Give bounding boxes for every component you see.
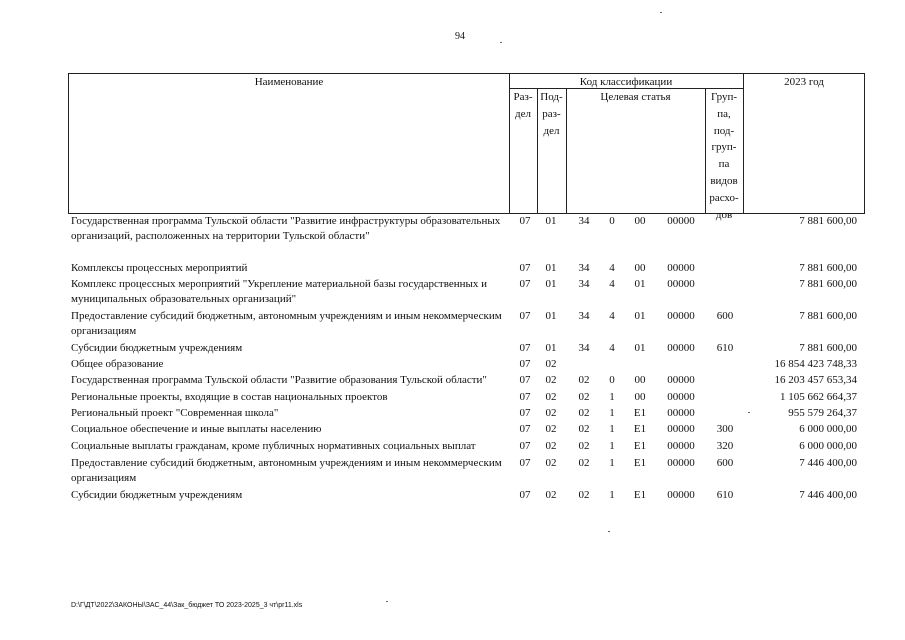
row-name: Социальное обеспечение и иные выплаты населению [71, 423, 322, 435]
row-name: Субсидии бюджетным учреждениям [71, 489, 243, 501]
row-name: Предоставление субсидий бюджетным, автономным учреждениям и иным некоммерческим организациям [71, 457, 502, 484]
cell-amount: 7 881 600,00 [799, 310, 857, 322]
cell-direction: 00000 [667, 262, 695, 274]
cell-subsection: 02 [545, 391, 557, 403]
cell-subsection: 01 [545, 342, 557, 354]
scan-speck [748, 412, 750, 413]
cell-subprogram: 4 [609, 342, 615, 354]
row-name: Субсидии бюджетным учреждениям [71, 342, 243, 354]
cell-expense-type: 320 [716, 440, 734, 452]
table-row [71, 341, 865, 356]
cell-direction: 00000 [667, 457, 695, 469]
cell-subprogram: 1 [609, 391, 615, 403]
table-row [71, 488, 865, 503]
scan-speck [660, 12, 662, 13]
header-year: 2023 год [784, 76, 824, 88]
cell-section: 07 [519, 358, 531, 370]
cell-expense-type: 300 [716, 423, 734, 435]
cell-subsection: 02 [545, 407, 557, 419]
row-name: Государственная программа Тульской области "Развитие образования Тульской области" [71, 374, 487, 386]
cell-amount: 7 446 400,00 [799, 457, 857, 469]
cell-event: E1 [633, 423, 647, 435]
cell-section: 07 [519, 262, 531, 274]
table-row [71, 277, 865, 307]
cell-event: 00 [634, 215, 646, 227]
cell-subprogram: 1 [609, 457, 615, 469]
cell-direction: 00000 [667, 489, 695, 501]
header-divider [743, 74, 744, 213]
cell-event: 01 [634, 342, 646, 354]
row-name: Предоставление субсидий бюджетным, автономным учреждениям и иным некоммерческим организациям [71, 310, 502, 337]
cell-expense-type: 600 [716, 310, 734, 322]
cell-subprogram: 4 [609, 278, 615, 290]
cell-direction: 00000 [667, 391, 695, 403]
cell-event: E1 [633, 457, 647, 469]
table-row [71, 406, 865, 421]
cell-subsection: 01 [545, 215, 557, 227]
table-body [71, 214, 865, 503]
table-row [71, 373, 865, 388]
cell-section: 07 [519, 489, 531, 501]
cell-program: 02 [578, 391, 590, 403]
cell-subsection: 02 [545, 374, 557, 386]
cell-direction: 00000 [667, 310, 695, 322]
cell-subprogram: 1 [609, 423, 615, 435]
header-subsection: Под- раз- дел [540, 91, 563, 137]
cell-amount: 6 000 000,00 [799, 440, 857, 452]
cell-section: 07 [519, 391, 531, 403]
cell-amount: 955 579 264,37 [788, 407, 857, 419]
cell-event: 00 [634, 262, 646, 274]
table-row [71, 456, 865, 486]
cell-amount: 1 105 662 664,37 [780, 391, 857, 403]
cell-program: 02 [578, 423, 590, 435]
cell-event: 00 [634, 391, 646, 403]
scan-speck [608, 531, 610, 532]
header-target-article: Целевая статья [600, 91, 671, 103]
cell-event: 00 [634, 374, 646, 386]
cell-subprogram: 4 [609, 262, 615, 274]
cell-expense-type: 610 [716, 489, 734, 501]
cell-subsection: 02 [545, 457, 557, 469]
header-divider [566, 89, 567, 213]
row-name: Общее образование [71, 358, 164, 370]
cell-section: 07 [519, 278, 531, 290]
cell-amount: 7 446 400,00 [799, 489, 857, 501]
row-name: Региональные проекты, входящие в состав национальных проектов [71, 391, 388, 403]
table-row [71, 261, 865, 276]
cell-subsection: 01 [545, 262, 557, 274]
table-row [71, 309, 865, 339]
scan-speck [500, 42, 502, 43]
header-group: Груп- па, под- груп- па видов расхо- дов [709, 91, 739, 221]
table-row [71, 390, 865, 405]
cell-amount: 7 881 600,00 [799, 278, 857, 290]
cell-subsection: 02 [545, 358, 557, 370]
cell-expense-type: 600 [716, 457, 734, 469]
cell-direction: 00000 [667, 423, 695, 435]
cell-amount: 7 881 600,00 [799, 215, 857, 227]
cell-event: 01 [634, 278, 646, 290]
cell-program: 34 [578, 342, 590, 354]
file-path-footer: D:\Г\ДТ\2022\ЗАКОНЫ\ЗАС_44\Зак_бюджет ТО 2023-2025_3 чт\pr11.xls [71, 602, 303, 609]
header-name: Наименование [254, 76, 324, 88]
page-number: 94 [455, 31, 465, 42]
scan-speck [386, 601, 388, 602]
cell-section: 07 [519, 374, 531, 386]
cell-subprogram: 1 [609, 440, 615, 452]
cell-subsection: 02 [545, 489, 557, 501]
cell-amount: 7 881 600,00 [799, 342, 857, 354]
cell-event: 01 [634, 310, 646, 322]
cell-subprogram: 0 [609, 374, 615, 386]
header-classification: Код классификации [579, 76, 673, 88]
cell-direction: 00000 [667, 278, 695, 290]
cell-direction: 00000 [667, 440, 695, 452]
cell-section: 07 [519, 440, 531, 452]
table-row [71, 357, 865, 372]
cell-program: 34 [578, 310, 590, 322]
cell-subsection: 02 [545, 440, 557, 452]
cell-subprogram: 4 [609, 310, 615, 322]
row-name: Комплекс процессных мероприятий "Укрепление материальной базы государственных и муниципальных образовательных организаций" [71, 278, 488, 305]
cell-amount: 16 854 423 748,33 [774, 358, 857, 370]
cell-event: E1 [633, 489, 647, 501]
cell-expense-type: 610 [716, 342, 734, 354]
cell-subprogram: 0 [609, 215, 615, 227]
cell-subprogram: 1 [609, 489, 615, 501]
header-section: Раз- дел [513, 91, 533, 120]
cell-section: 07 [519, 407, 531, 419]
table-row [71, 422, 865, 437]
cell-program: 34 [578, 262, 590, 274]
cell-section: 07 [519, 423, 531, 435]
cell-event: E1 [633, 407, 647, 419]
cell-section: 07 [519, 310, 531, 322]
cell-event: E1 [633, 440, 647, 452]
row-name: Комплексы процессных мероприятий [71, 262, 248, 274]
cell-program: 02 [578, 440, 590, 452]
cell-subsection: 02 [545, 423, 557, 435]
cell-program: 34 [578, 215, 590, 227]
cell-subsection: 01 [545, 310, 557, 322]
row-name: Социальные выплаты гражданам, кроме публичных нормативных социальных выплат [71, 440, 476, 452]
cell-amount: 6 000 000,00 [799, 423, 857, 435]
cell-direction: 00000 [667, 215, 695, 227]
cell-subsection: 01 [545, 278, 557, 290]
cell-program: 02 [578, 374, 590, 386]
row-name: Региональный проект "Современная школа" [71, 407, 279, 419]
cell-subprogram: 1 [609, 407, 615, 419]
table-row [71, 214, 865, 244]
cell-section: 07 [519, 342, 531, 354]
table-row [71, 439, 865, 454]
cell-program: 02 [578, 489, 590, 501]
cell-program: 02 [578, 457, 590, 469]
cell-direction: 00000 [667, 374, 695, 386]
row-name: Государственная программа Тульской области "Развитие инфраструктуры образовательных организаций, расположенных на территории Тульской области" [71, 215, 501, 242]
cell-amount: 7 881 600,00 [799, 262, 857, 274]
cell-amount: 16 203 457 653,34 [774, 374, 857, 386]
cell-direction: 00000 [667, 342, 695, 354]
cell-section: 07 [519, 457, 531, 469]
cell-direction: 00000 [667, 407, 695, 419]
cell-program: 02 [578, 407, 590, 419]
cell-section: 07 [519, 215, 531, 227]
cell-program: 34 [578, 278, 590, 290]
